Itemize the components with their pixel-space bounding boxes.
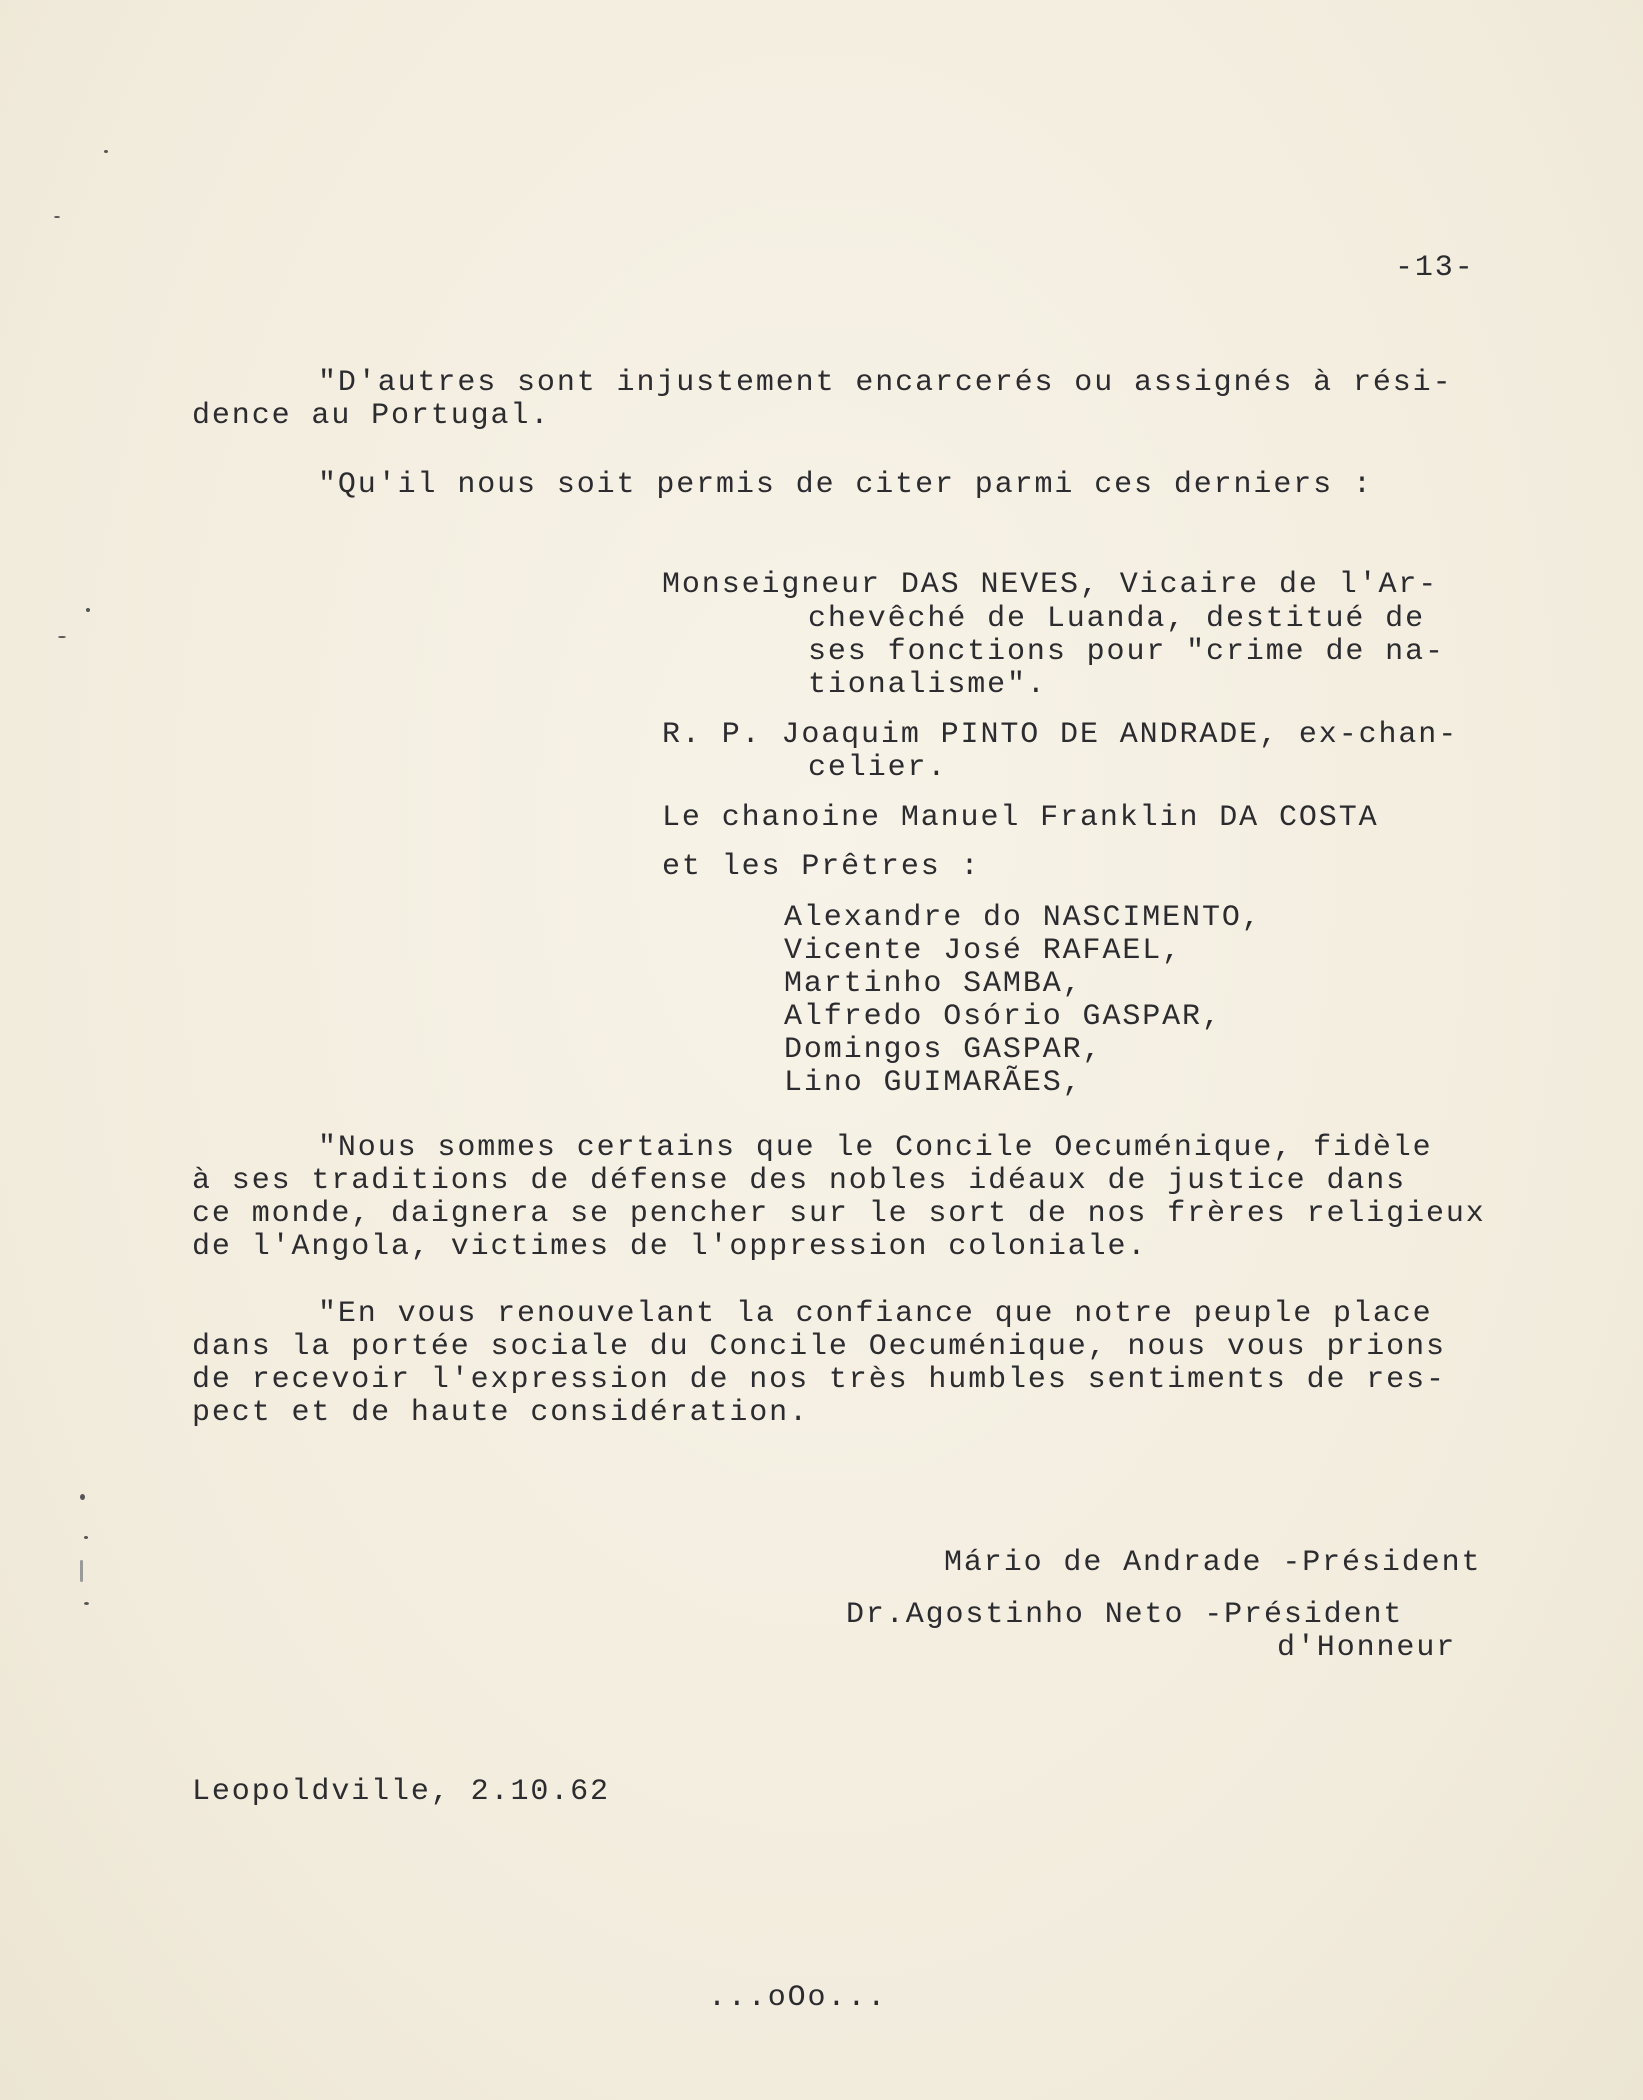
- paragraph-2: "Qu'il nous soit permis de citer parmi ces derniers :: [318, 468, 1373, 502]
- list-item: et les Prêtres :: [662, 850, 981, 884]
- paragraph-line: "D'autres sont injustement encarcerés ou assignés à rési-: [318, 366, 1453, 400]
- signature-line: Mário de Andrade -Président: [944, 1546, 1482, 1580]
- place-date: Leopoldville, 2.10.62: [192, 1775, 610, 1809]
- ink-speck: [80, 1494, 85, 1500]
- priest-name: Martinho SAMBA,: [784, 967, 1083, 1001]
- paragraph-line: "En vous renouvelant la confiance que notre peuple place: [318, 1297, 1433, 1331]
- paragraph-line: ce monde, daignera se pencher sur le sort de nos frères religieux: [192, 1197, 1486, 1231]
- ink-speck: [58, 636, 66, 638]
- list-item: Le chanoine Manuel Franklin DA COSTA: [662, 801, 1379, 835]
- ink-speck: [80, 1560, 83, 1582]
- priest-name: Alexandre do NASCIMENTO,: [784, 901, 1262, 935]
- paragraph-line: pect et de haute considération.: [192, 1396, 809, 1430]
- list-item-continuation: ses fonctions pour "crime de na-: [808, 635, 1445, 669]
- signature-line: d'Honneur: [1277, 1631, 1457, 1665]
- paragraph-line: à ses traditions de défense des nobles idéaux de justice dans: [192, 1164, 1407, 1198]
- page-number: -13-: [1395, 251, 1475, 285]
- list-item-continuation: celier.: [808, 751, 948, 785]
- paragraph-line: de l'Angola, victimes de l'oppression coloniale.: [192, 1230, 1148, 1264]
- list-item-continuation: chevêché de Luanda, destitué de: [808, 602, 1425, 636]
- ink-speck: [104, 150, 108, 153]
- paragraph-line: de recevoir l'expression de nos très humbles sentiments de res-: [192, 1363, 1446, 1397]
- end-ornament: ...oOo...: [708, 1981, 888, 2015]
- ink-speck: [84, 1602, 89, 1605]
- paragraph-line: dence au Portugal.: [192, 399, 551, 433]
- priest-name: Lino GUIMARÃES,: [784, 1066, 1083, 1100]
- ink-speck: [54, 216, 60, 218]
- priest-name: Domingos GASPAR,: [784, 1033, 1103, 1067]
- signature-line: Dr.Agostinho Neto -Président: [846, 1598, 1404, 1632]
- priest-name: Vicente José RAFAEL,: [784, 934, 1183, 968]
- paragraph-line: dans la portée sociale du Concile Oecuménique, nous vous prions: [192, 1330, 1446, 1364]
- list-item: Monseigneur DAS NEVES, Vicaire de l'Ar-: [662, 568, 1439, 602]
- list-item-continuation: tionalisme".: [808, 668, 1047, 702]
- ink-speck: [86, 608, 90, 612]
- priest-name: Alfredo Osório GASPAR,: [784, 1000, 1222, 1034]
- ink-speck: [84, 1536, 88, 1539]
- list-item: R. P. Joaquim PINTO DE ANDRADE, ex-chan-: [662, 718, 1459, 752]
- paragraph-line: "Nous sommes certains que le Concile Oecuménique, fidèle: [318, 1131, 1433, 1165]
